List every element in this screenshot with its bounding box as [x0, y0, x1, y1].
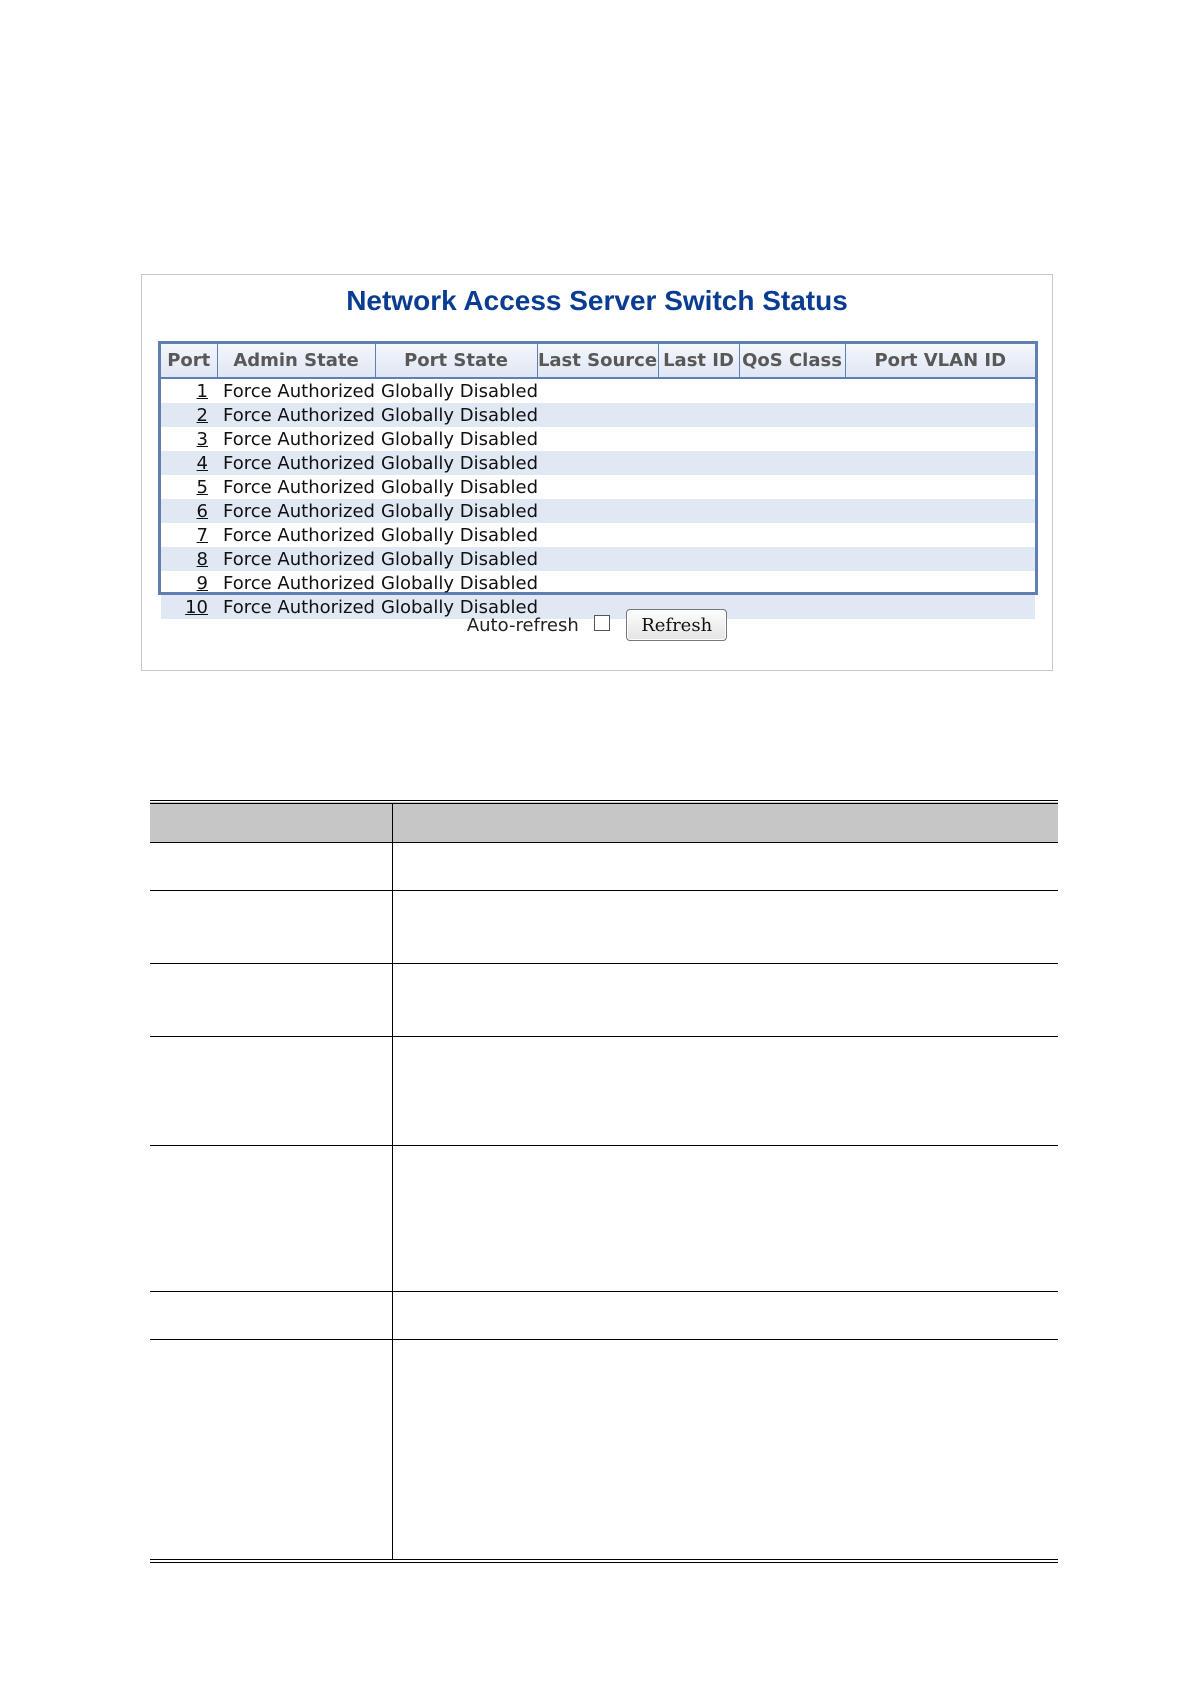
port-cell: [161, 451, 217, 475]
doc-description-cell: [393, 1146, 1059, 1292]
port-cell: [161, 427, 217, 451]
panel-title: Network Access Server Switch Status: [346, 285, 848, 316]
column-header-last-source: Last Source: [537, 344, 658, 378]
doc-table-row: [150, 891, 1058, 964]
port-cell: [161, 378, 217, 403]
port-cell: [161, 547, 217, 571]
last-id-cell: [658, 571, 739, 595]
column-header-port-vlan-id: Port VLAN ID: [845, 344, 1035, 378]
qos-class-cell: [739, 378, 845, 403]
status-table: [161, 344, 1035, 619]
doc-table-row: [150, 843, 1058, 891]
admin-state-cell: Force Authorized: [223, 428, 375, 450]
doc-description-cell: [393, 1292, 1059, 1340]
port-link[interactable]: 7: [196, 524, 208, 546]
port-vlan-id-cell: [845, 499, 1035, 523]
port-cell: [161, 475, 217, 499]
port-link[interactable]: 8: [196, 548, 208, 570]
doc-object-cell: [150, 1292, 393, 1340]
status-table-body: [161, 378, 1035, 619]
admin-state-cell: Force Authorized: [217, 451, 375, 475]
last-source-cell: [537, 475, 658, 499]
port-state-cell: Globally Disabled: [381, 572, 538, 594]
doc-table-body: [150, 843, 1058, 1561]
port-link[interactable]: 3: [196, 428, 208, 450]
doc-object-cell: [150, 843, 393, 891]
status-table-row: [161, 523, 1035, 547]
port-state-cell: Globally Disabled: [375, 547, 537, 571]
port-state-cell: Globally Disabled: [381, 476, 538, 498]
last-source-cell: [537, 403, 658, 427]
port-link[interactable]: 10: [185, 596, 208, 618]
port-link[interactable]: 6: [196, 500, 208, 522]
doc-description-cell: [393, 1340, 1059, 1561]
doc-description-cell: [393, 1037, 1059, 1146]
port-link[interactable]: 1: [196, 380, 208, 402]
doc-description-cell: [393, 964, 1059, 1037]
port-link[interactable]: 5: [196, 476, 208, 498]
last-id-cell: [658, 451, 739, 475]
doc-object-cell: [150, 1037, 393, 1146]
last-id-cell: [658, 499, 739, 523]
port-state-cell: Globally Disabled: [375, 451, 537, 475]
doc-table-row: [150, 964, 1058, 1037]
column-header-port-state: Port State: [375, 344, 537, 378]
column-header-admin-state: Admin State: [217, 344, 375, 378]
doc-object-cell: [150, 964, 393, 1037]
admin-state-cell: Force Authorized: [223, 476, 375, 498]
port-state-cell: Globally Disabled: [375, 499, 537, 523]
doc-table-header-row: [150, 802, 1058, 843]
port-vlan-id-cell: [845, 523, 1035, 547]
port-link[interactable]: 9: [196, 572, 208, 594]
status-table-row: [161, 547, 1035, 571]
last-source-cell: [537, 523, 658, 547]
qos-class-cell: [739, 403, 845, 427]
doc-description-cell: [393, 843, 1059, 891]
admin-state-cell: Force Authorized: [217, 547, 375, 571]
column-header-port: Port: [161, 344, 217, 378]
doc-table-row: [150, 1340, 1058, 1561]
port-link[interactable]: 2: [196, 404, 208, 426]
last-id-cell: [658, 475, 739, 499]
last-id-cell: [658, 378, 739, 403]
qos-class-cell: [739, 547, 845, 571]
status-table-row: [161, 378, 1035, 403]
last-source-cell: [537, 499, 658, 523]
doc-table-row: [150, 1146, 1058, 1292]
last-source-cell: [537, 571, 658, 595]
qos-class-cell: [739, 427, 845, 451]
status-table-row: [161, 499, 1035, 523]
last-source-cell: [537, 427, 658, 451]
doc-object-cell: [150, 1146, 393, 1292]
status-table-row: [161, 427, 1035, 451]
doc-object-cell: [150, 891, 393, 964]
doc-table-row: [150, 1292, 1058, 1340]
port-state-cell: Globally Disabled: [381, 380, 538, 402]
qos-class-cell: [739, 499, 845, 523]
status-table-row: [161, 571, 1035, 595]
status-table-row: [161, 451, 1035, 475]
doc-description-cell: [393, 891, 1059, 964]
status-table-frame: [158, 341, 1038, 618]
port-vlan-id-cell: [845, 547, 1035, 571]
port-vlan-id-cell: [845, 427, 1035, 451]
admin-state-cell: Force Authorized: [217, 403, 375, 427]
refresh-controls: [142, 609, 1052, 641]
admin-state-cell: Force Authorized: [223, 524, 375, 546]
doc-object-cell: [150, 1340, 393, 1561]
port-vlan-id-cell: [845, 571, 1035, 595]
port-cell: [161, 571, 217, 595]
port-state-cell: Globally Disabled: [375, 595, 537, 619]
port-link[interactable]: 4: [196, 452, 208, 474]
doc-table-row: [150, 1037, 1058, 1146]
doc-header-object: [150, 802, 393, 843]
last-id-cell: [658, 547, 739, 571]
status-table-row: [161, 403, 1035, 427]
status-table-row: [161, 475, 1035, 499]
port-vlan-id-cell: [845, 451, 1035, 475]
auto-refresh-checkbox[interactable]: [594, 615, 610, 631]
column-header-last-id: Last ID: [658, 344, 739, 378]
doc-header-description: [393, 802, 1059, 843]
last-source-cell: [537, 547, 658, 571]
last-source-cell: [537, 451, 658, 475]
qos-class-cell: [739, 571, 845, 595]
last-id-cell: [658, 427, 739, 451]
admin-state-cell: Force Authorized: [217, 595, 375, 619]
port-state-cell: Globally Disabled: [375, 403, 537, 427]
qos-class-cell: [739, 451, 845, 475]
parameter-description-table: [150, 800, 1058, 1563]
refresh-button[interactable]: Refresh: [626, 609, 727, 641]
port-state-cell: Globally Disabled: [381, 524, 538, 546]
column-header-qos-class: QoS Class: [739, 344, 845, 378]
port-cell: [161, 499, 217, 523]
port-vlan-id-cell: [845, 378, 1035, 403]
admin-state-cell: Force Authorized: [223, 572, 375, 594]
status-panel: [141, 274, 1053, 671]
qos-class-cell: [739, 475, 845, 499]
port-cell: [161, 523, 217, 547]
port-cell: [161, 403, 217, 427]
admin-state-cell: Force Authorized: [223, 380, 375, 402]
qos-class-cell: [739, 523, 845, 547]
port-vlan-id-cell: [845, 475, 1035, 499]
auto-refresh-label: Auto-refresh: [466, 614, 579, 636]
port-vlan-id-cell: [845, 403, 1035, 427]
last-id-cell: [658, 523, 739, 547]
status-table-header-row: [161, 344, 1035, 378]
last-source-cell: [537, 378, 658, 403]
port-state-cell: Globally Disabled: [381, 428, 538, 450]
admin-state-cell: Force Authorized: [217, 499, 375, 523]
last-id-cell: [658, 403, 739, 427]
